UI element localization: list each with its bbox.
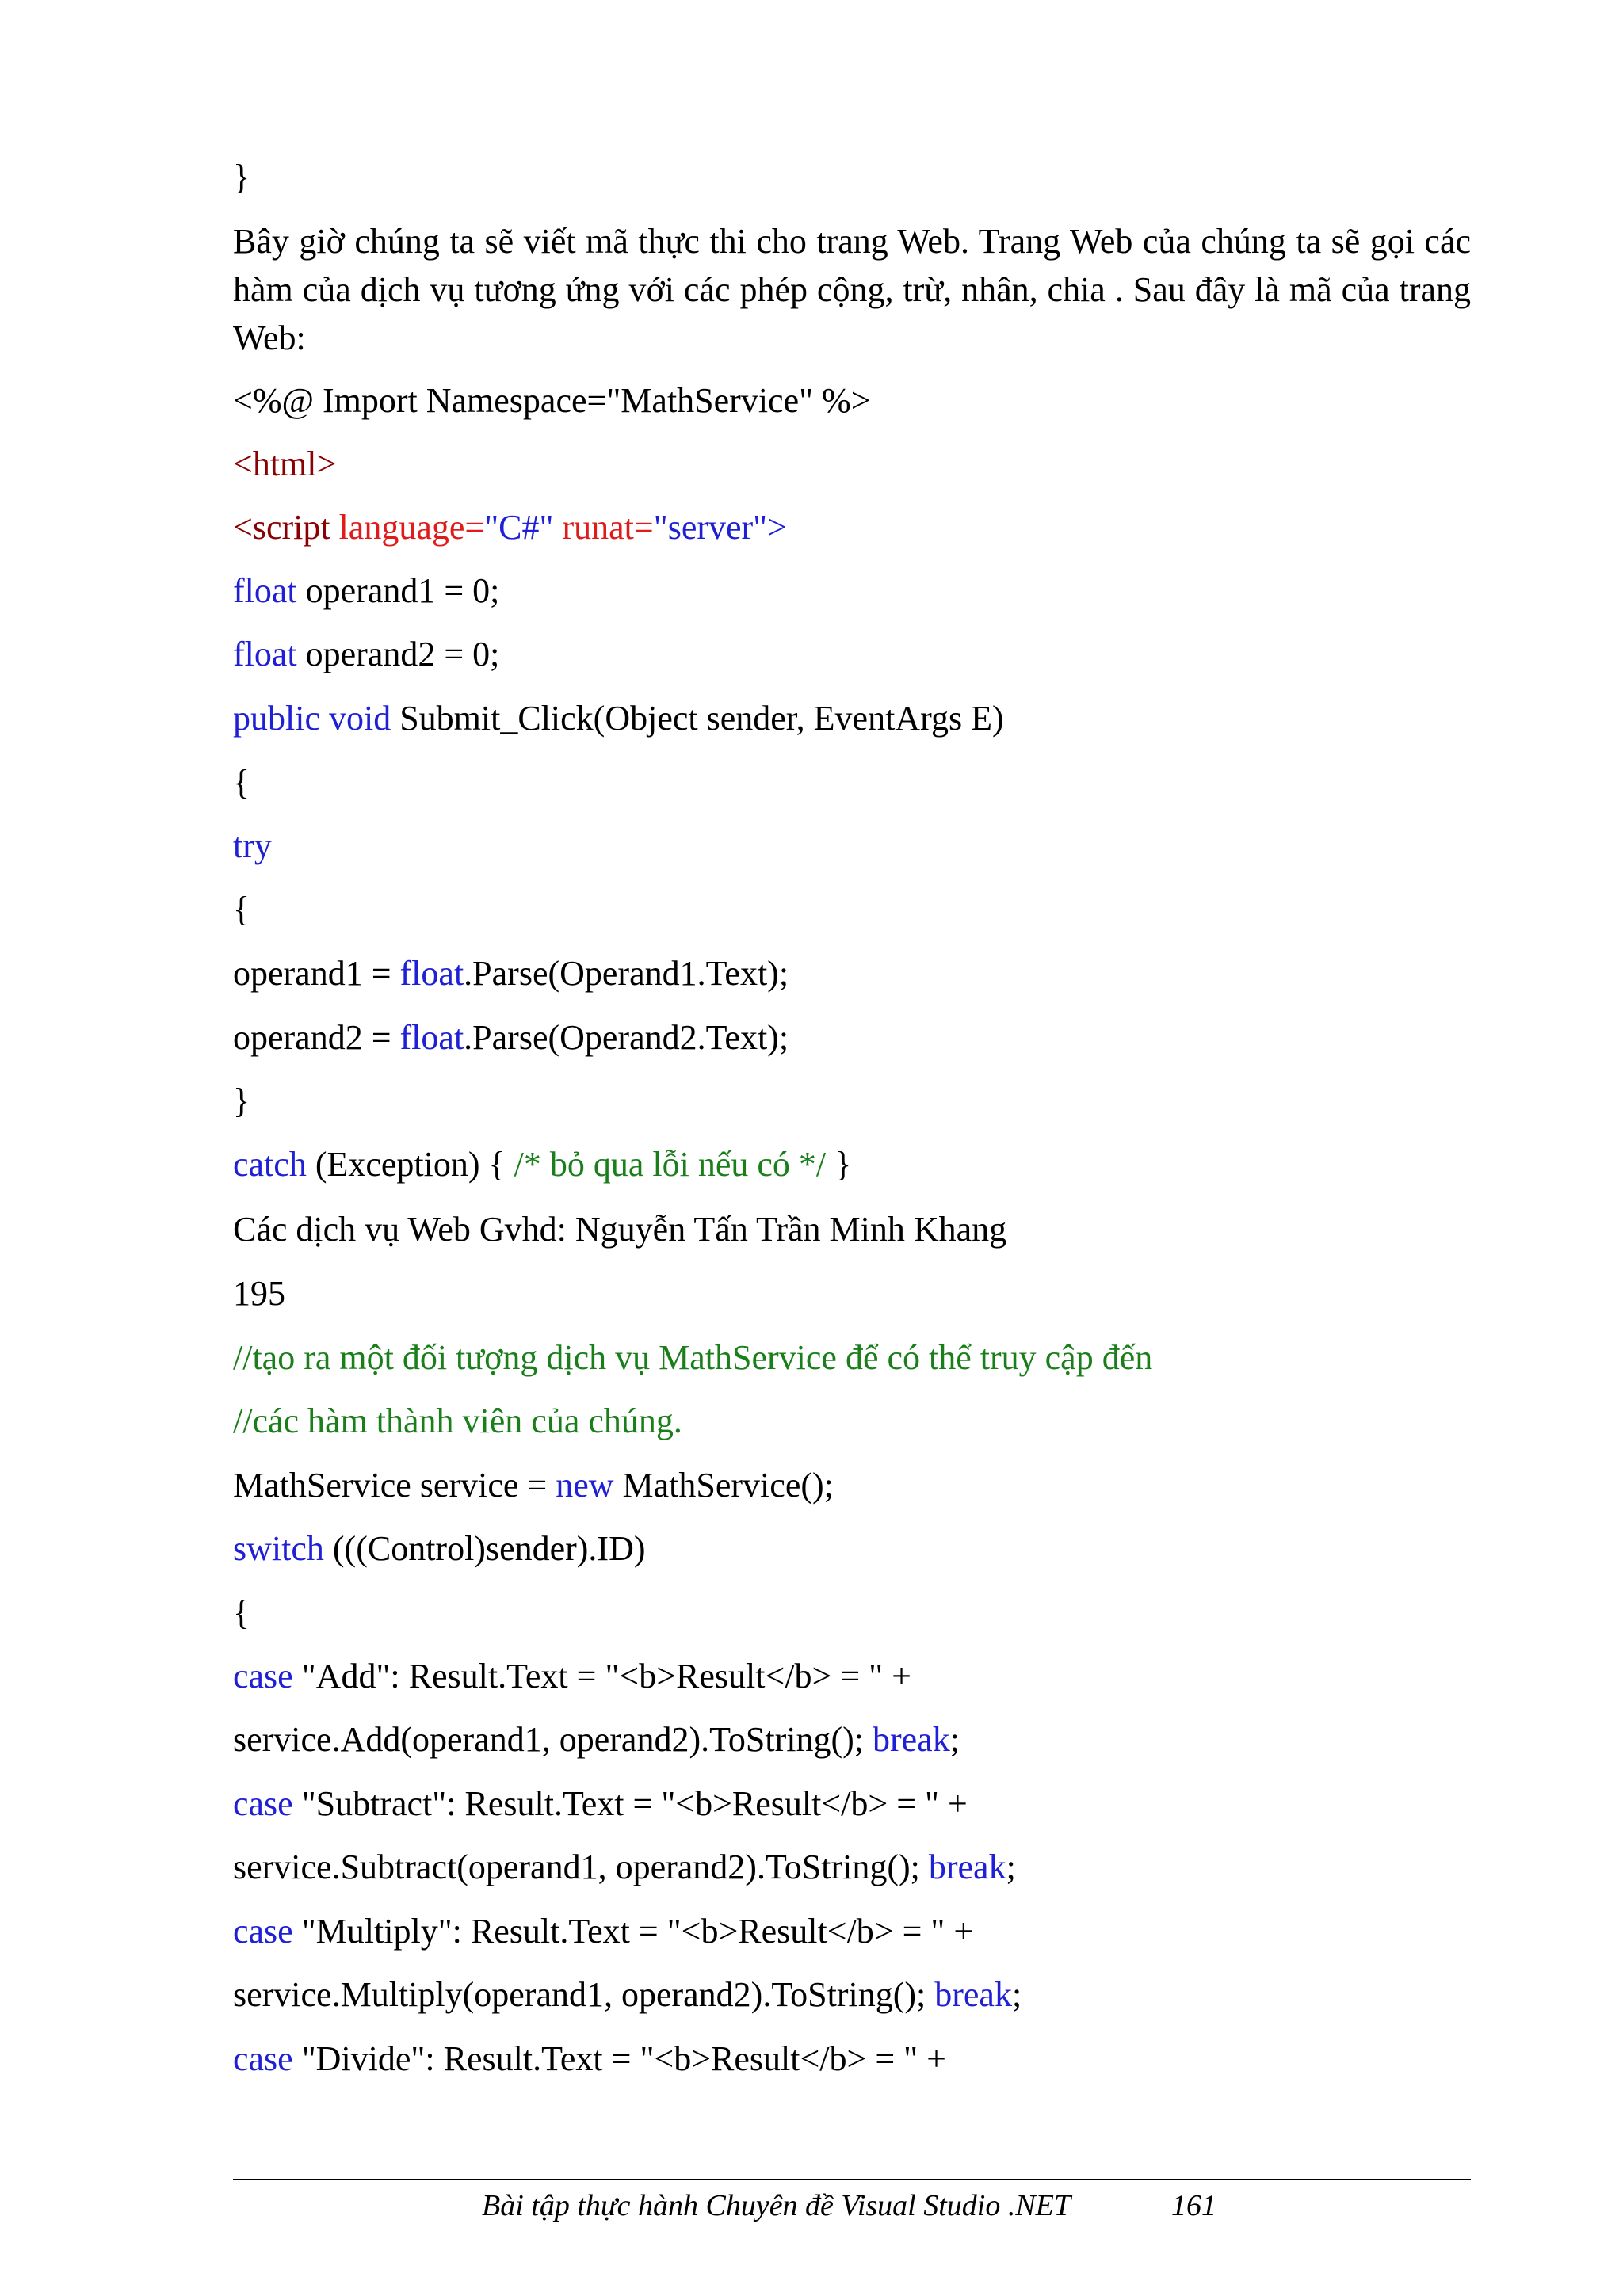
code-line-case-subtract <box>233 1782 1471 1826</box>
code-line-service <box>233 1463 1471 1508</box>
language-attr: language= <box>330 508 485 547</box>
service-constructor: MathService(); <box>613 1466 834 1505</box>
case-keyword: case <box>233 1784 293 1823</box>
parse2-call: .Parse(Operand2.Text); <box>464 1018 789 1057</box>
case-keyword: case <box>233 1657 293 1695</box>
float-keyword: float <box>399 954 464 993</box>
code-line-operand1 <box>233 569 1471 613</box>
footer-page-number: 161 <box>1171 2189 1216 2222</box>
code-line-submit <box>233 696 1471 741</box>
code-line-case-divide <box>233 2037 1471 2081</box>
catch-close: } <box>826 1145 852 1184</box>
code-open-brace: { <box>233 890 250 929</box>
runat-value: "server"> <box>653 508 787 547</box>
case-subtract-expression: "Subtract": Result.Text = "<b>Result</b> = " + <box>292 1784 968 1823</box>
catch-comment: /* bỏ qua lỗi nếu có */ <box>514 1145 827 1184</box>
code-line-call-multiply <box>233 1973 1471 2017</box>
operand1-assign: operand1 = <box>233 954 400 993</box>
float-keyword: float <box>399 1018 464 1057</box>
break-keyword: break <box>928 1848 1006 1886</box>
break-keyword: break <box>873 1720 950 1759</box>
code-line-switch <box>233 1527 1471 1571</box>
operand2-assign: operand2 = <box>233 1018 400 1057</box>
new-keyword: new <box>556 1466 614 1505</box>
submit-signature: Submit_Click(Object sender, EventArgs E) <box>391 699 1004 738</box>
catch-expression: (Exception) { <box>306 1145 514 1184</box>
code-line-call-add <box>233 1718 1471 1762</box>
footer-title: Bài tập thực hành Chuyên đề Visual Studio .NET <box>482 2189 1071 2222</box>
semicolon: ; <box>949 1720 960 1759</box>
call-multiply: service.Multiply(operand1, operand2).ToString(); <box>233 1975 935 2014</box>
try-keyword: try <box>233 826 272 865</box>
call-subtract: service.Subtract(operand1, operand2).ToString(); <box>233 1848 929 1886</box>
case-multiply-expression: "Multiply": Result.Text = "<b>Result</b> = " + <box>292 1912 974 1951</box>
case-add-expression: "Add": Result.Text = "<b>Result</b> = " + <box>292 1657 911 1695</box>
code-line-catch <box>233 1142 1471 1187</box>
case-divide-expression: "Divide": Result.Text = "<b>Result</b> = " + <box>292 2039 946 2078</box>
code-open-brace: { <box>233 1593 250 1632</box>
float-keyword: float <box>233 571 297 610</box>
code-line-case-add <box>233 1654 1471 1699</box>
code-line-case-multiply <box>233 1909 1471 1954</box>
code-line-operand2 <box>233 632 1471 677</box>
call-add: service.Add(operand1, operand2).ToString(); <box>233 1720 873 1759</box>
catch-keyword: catch <box>233 1145 307 1184</box>
language-value: "C#" <box>484 508 554 547</box>
script-tag: <script <box>233 508 330 547</box>
script-open-tag <box>233 505 1471 550</box>
float-keyword: float <box>233 635 297 673</box>
case-keyword: case <box>233 1912 293 1951</box>
operand2-declaration: operand2 = 0; <box>296 635 500 673</box>
code-line-parse1 <box>233 952 1471 996</box>
break-keyword: break <box>934 1975 1012 2014</box>
html-open-tag: <html> <box>233 444 337 483</box>
code-line-parse2 <box>233 1016 1471 1060</box>
code-line-call-subtract <box>233 1845 1471 1890</box>
interrupt-page-number: 195 <box>233 1274 285 1313</box>
semicolon: ; <box>1006 1848 1016 1886</box>
public-void-keyword: public void <box>233 699 391 738</box>
footer-divider <box>233 2179 1471 2180</box>
intro-paragraph: Bây giờ chúng ta sẽ viết mã thực thi cho trang Web. Trang Web của chúng ta sẽ gọi các hàm của dịch vụ tương ứng với các phép cộng, trừ, nhân, chia . Sau đây là mã của trang Web: <box>233 222 1471 357</box>
switch-keyword: switch <box>233 1529 324 1568</box>
code-comment-2: //các hàm thành viên của chúng. <box>233 1402 682 1440</box>
code-open-brace: { <box>233 763 250 802</box>
code-close-brace: } <box>233 1081 250 1120</box>
import-directive: <%@ Import Namespace="MathService" %> <box>233 381 871 420</box>
service-declaration: MathService service = <box>233 1466 556 1505</box>
case-keyword: case <box>233 2039 293 2078</box>
code-comment-1: //tạo ra một đối tượng dịch vụ MathService để có thể truy cập đến <box>233 1338 1153 1377</box>
operand1-declaration: operand1 = 0; <box>296 571 500 610</box>
runat-attr: runat= <box>553 508 654 547</box>
semicolon: ; <box>1011 1975 1022 2014</box>
interrupt-header: Các dịch vụ Web Gvhd: Nguyễn Tấn Trần Minh Khang <box>233 1210 1007 1249</box>
switch-expression: (((Control)sender).ID) <box>323 1529 646 1568</box>
closing-brace: } <box>233 158 250 196</box>
parse1-call: .Parse(Operand1.Text); <box>464 954 789 993</box>
